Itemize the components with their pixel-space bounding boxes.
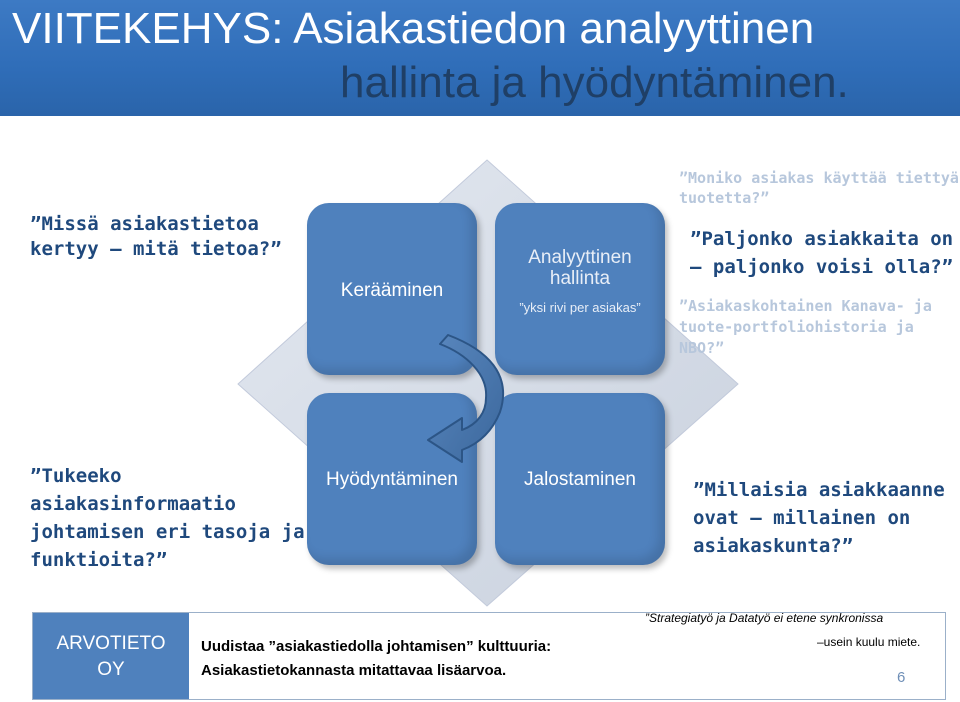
company-name-line-1: ARVOTIETO — [56, 633, 166, 654]
quadrant-sublabel: ”yksi rivi per asiakas” — [519, 300, 641, 315]
footer-message — [201, 635, 551, 683]
question-moniko-asiakas: ”Moniko asiakas käyttää tiettyä tuotetta?” — [679, 169, 959, 207]
quadrant-label: Hyödyntäminen — [325, 469, 459, 490]
page-number: 6 — [897, 669, 906, 686]
quadrant-label: Jalostaminen — [524, 469, 636, 490]
title-line-2: hallinta ja hyödyntäminen. — [340, 58, 849, 107]
question-missa-asiakastietoa: ”Missä asiakastietoa kertyy – mitä tietoa?” — [30, 213, 282, 260]
footer-box — [32, 612, 946, 700]
footer-message-line-2: Asiakastietokannasta mitattavaa lisäarvoa. — [201, 662, 507, 679]
company-name-line-2: OY — [97, 659, 125, 680]
footer-tagline-1: ”Strategiatyö ja Datatyö ei etene synkronissa — [645, 611, 884, 625]
title-line-1: VIITEKEHYS: Asiakastiedon analyyttinen — [12, 4, 815, 53]
quadrant-label: Analyyttinen hallinta — [528, 247, 632, 289]
quadrant-label: Kerääminen — [340, 280, 444, 301]
question-millaisia: ”Millaisia asiakkaanne ovat – millainen on asiakaskunta?” — [693, 479, 945, 557]
question-tukeeko: ”Tukeeko asiakasinformaatio johtamisen eri tasoja ja funktioita?” — [30, 465, 305, 571]
footer-tagline-2: –usein kuulu miete. — [817, 635, 921, 649]
footer-message-line-1: Uudistaa ”asiakastiedolla johtamisen” kulttuuria: — [201, 638, 552, 655]
company-logo-box — [33, 613, 189, 699]
question-paljonko-asiakkaita: ”Paljonko asiakkaita on – paljonko voisi olla?” — [690, 228, 954, 278]
question-asiakaskohtainen: ”Asiakaskohtainen Kanava- ja tuote-portfoliohistoria ja NBO?” — [679, 297, 932, 357]
